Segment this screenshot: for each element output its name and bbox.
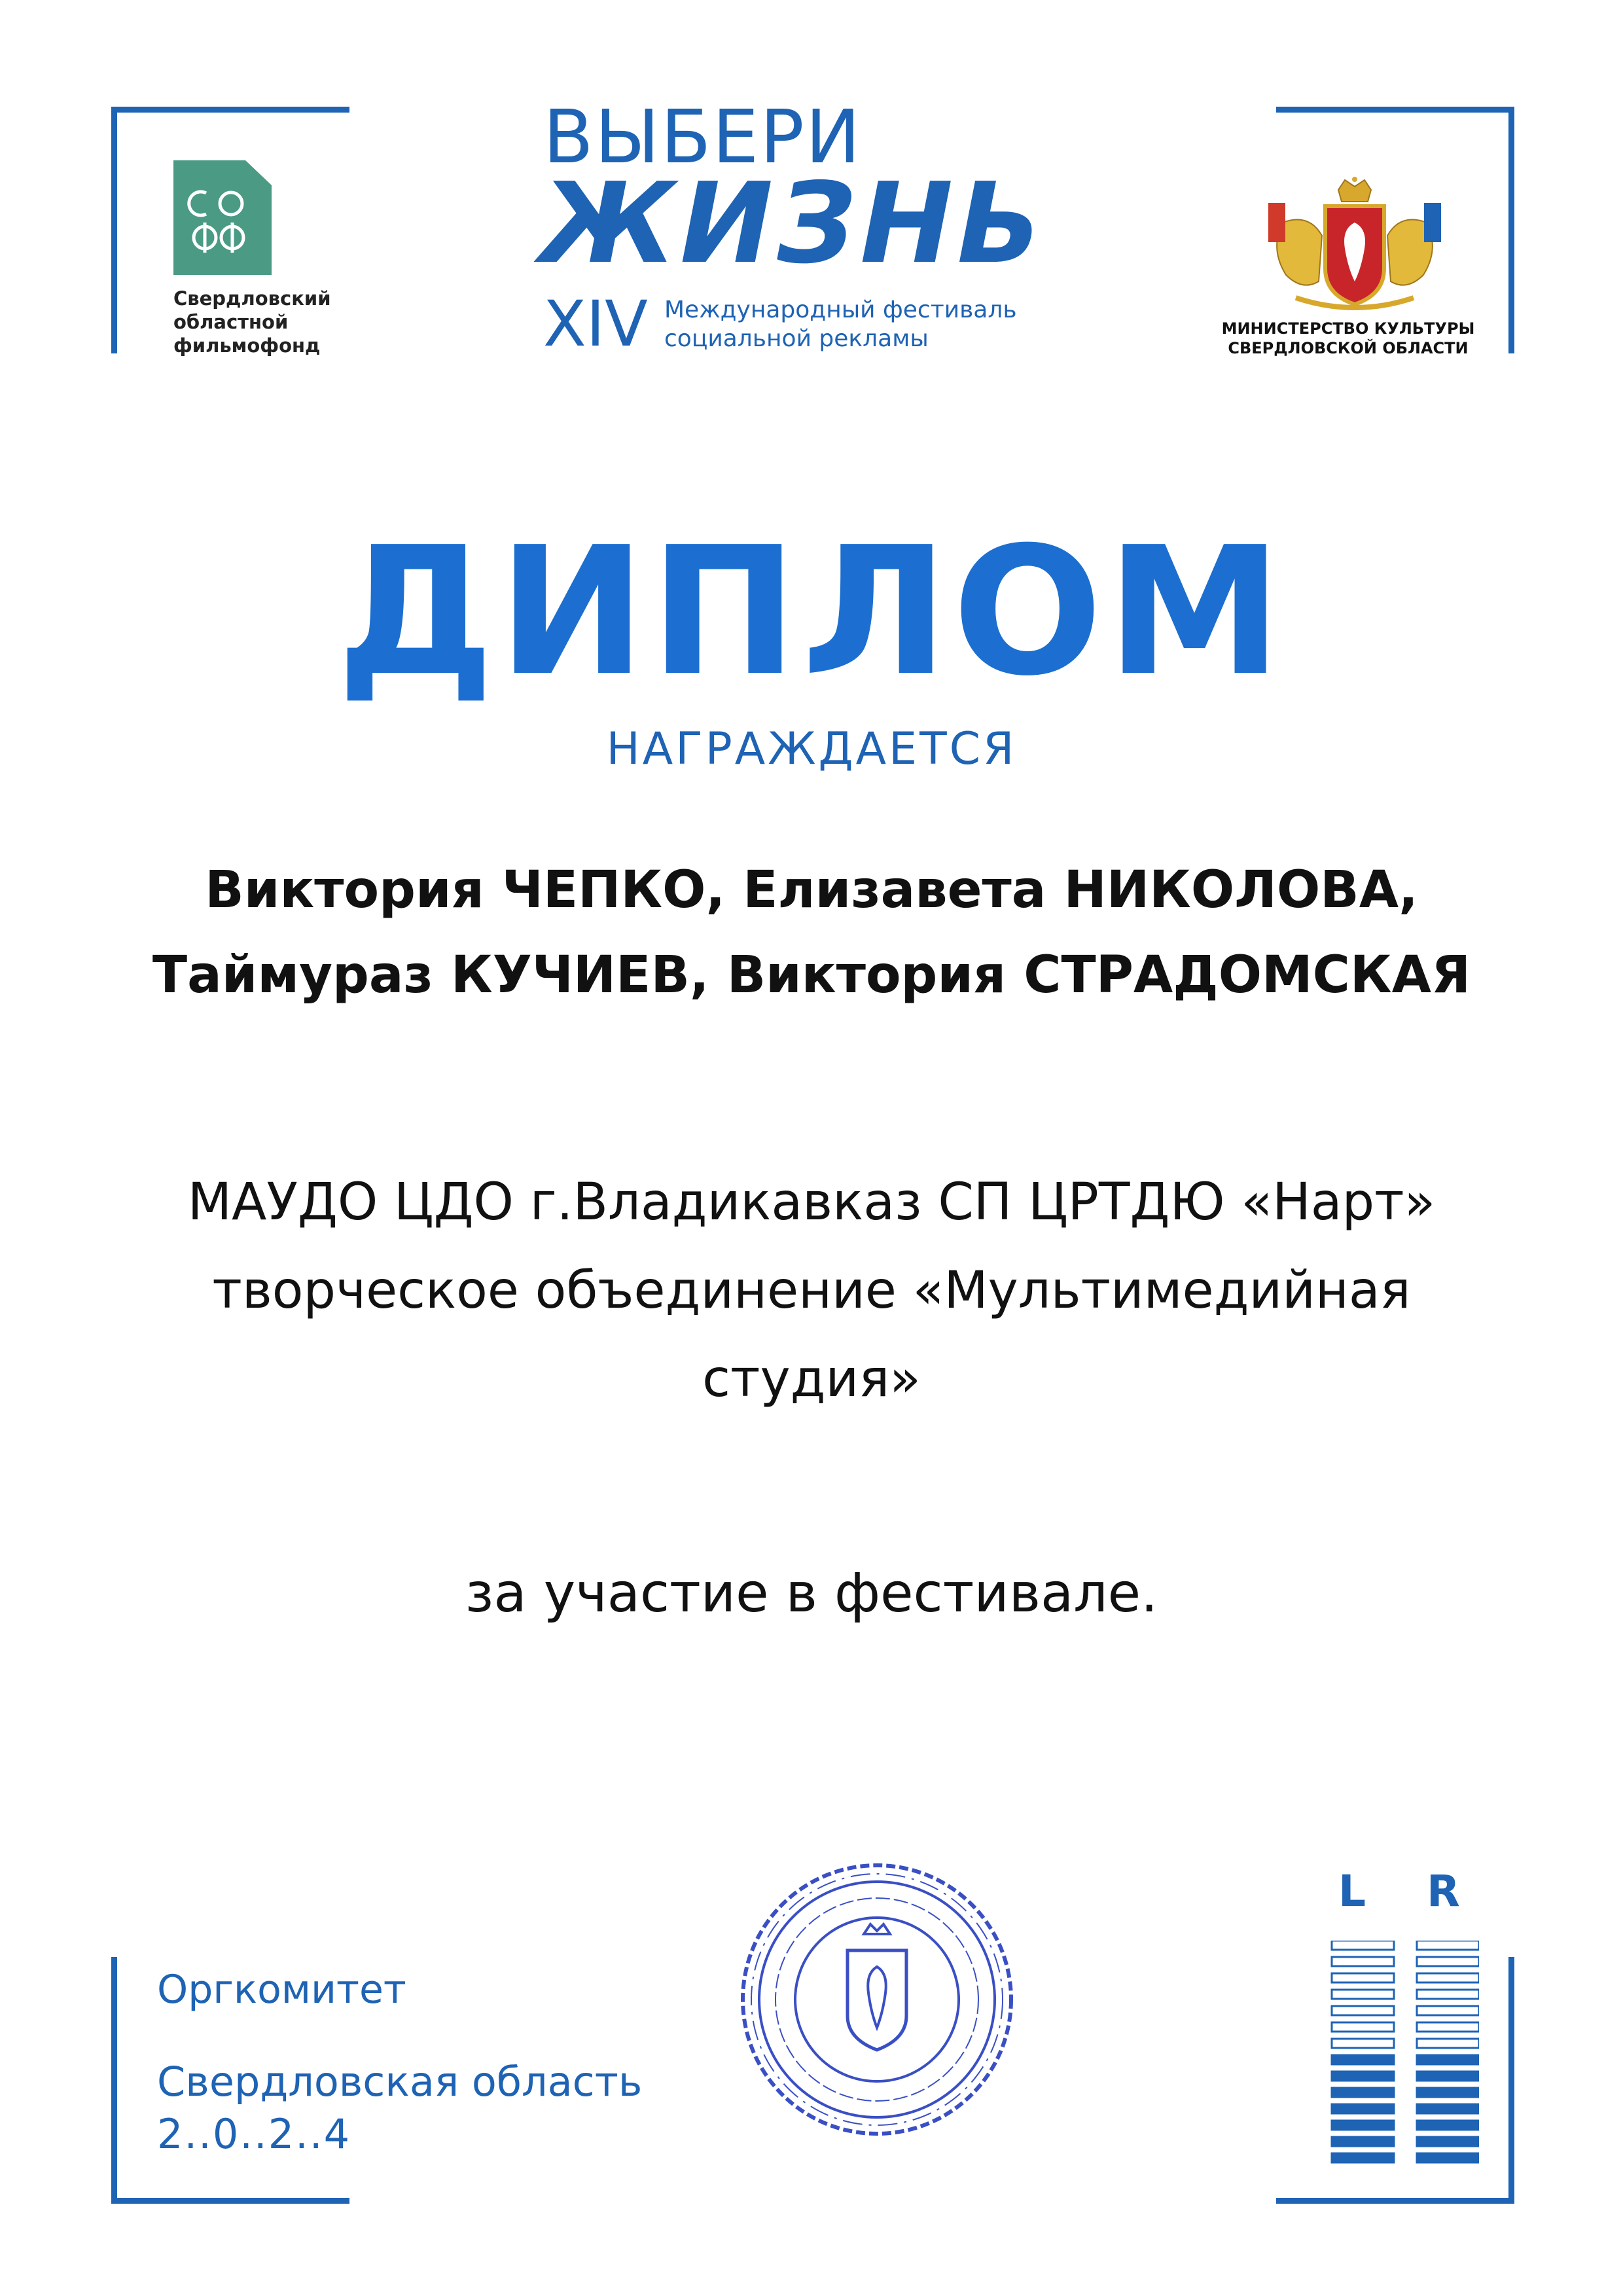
meter-segment [1417,2121,1479,2130]
meter-segment [1332,2121,1394,2130]
year-label: 2..0..2..4 [157,2110,351,2158]
festival-logo-line1: ВЫБЕРИ [543,95,862,180]
meter-segment [1332,2039,1394,2048]
meter-segment [1417,2055,1479,2064]
meter-segment [1417,1990,1479,1999]
meter-segment [1417,2006,1479,2015]
meter-segment [1332,2022,1394,2032]
orgcom-label: Оргкомитет [157,1967,406,2013]
official-stamp-icon [736,1859,1018,2140]
organization [0,1158,1623,1424]
meter-segment [1332,2088,1394,2097]
meter-segment [1332,2072,1394,2081]
meter-segment [1417,2088,1479,2097]
meter-segment [1332,2153,1394,2162]
recipient-names-line2: Таймураз КУЧИЕВ, Виктория СТРАДОМСКАЯ [152,946,1471,1005]
region-label: Свердловская область [157,2058,643,2106]
film-fund-logo-icon [173,160,272,275]
meter-segment [1332,2137,1394,2146]
festival-edition-number: XIV [543,287,648,361]
meter-segment [1417,2039,1479,2048]
meter-segment [1417,2153,1479,2162]
meter-segment [1332,2006,1394,2015]
meter-segment [1417,1941,1479,1950]
organization-line1: МАУДО ЦДО г.Владикавказ СП ЦРТДЮ «Нарт» [187,1173,1436,1232]
meter-segment [1332,1990,1394,1999]
organization-line2: творческое объединение «Мультимедийная [212,1261,1411,1320]
meter-segment [1417,2072,1479,2081]
meter-segment [1332,2055,1394,2064]
festival-logo-line2: ЖИЗНЬ [540,159,1046,289]
meter-segment [1332,1941,1394,1950]
coat-of-arms-icon [1257,177,1453,314]
meter-segment [1332,1957,1394,1966]
recipient-names-line1: Виктория ЧЕПКО, Елизавета НИКОЛОВА, [205,861,1418,920]
festival-subtitle: Международный фестиваль социальной рекламы [664,296,1017,352]
awarded-label: НАГРАЖДАЕТСЯ [606,723,1017,775]
organization-line3: студия» [702,1350,921,1408]
recipient-names [0,848,1623,1018]
diploma-title: ДИПЛОМ [336,509,1287,715]
meter-right-label: R [1427,1866,1460,1916]
audio-level-meter-icon [1329,1941,1479,2183]
meter-segment [1417,1973,1479,1982]
ministry-name: МИНИСТЕРСТВО КУЛЬТУРЫ СВЕРДЛОВСКОЙ ОБЛАСТИ [1221,319,1475,357]
meter-segment [1417,2022,1479,2032]
film-fund-name: Свердловский областной фильмофонд [173,287,331,357]
meter-segment [1417,1957,1479,1966]
meter-segment [1417,2137,1479,2146]
meter-segment [1332,2104,1394,2113]
participation-text: за участие в фестивале. [465,1562,1158,1624]
meter-left-label: L [1338,1866,1366,1916]
meter-segment [1417,2104,1479,2113]
meter-segment [1332,1973,1394,1982]
